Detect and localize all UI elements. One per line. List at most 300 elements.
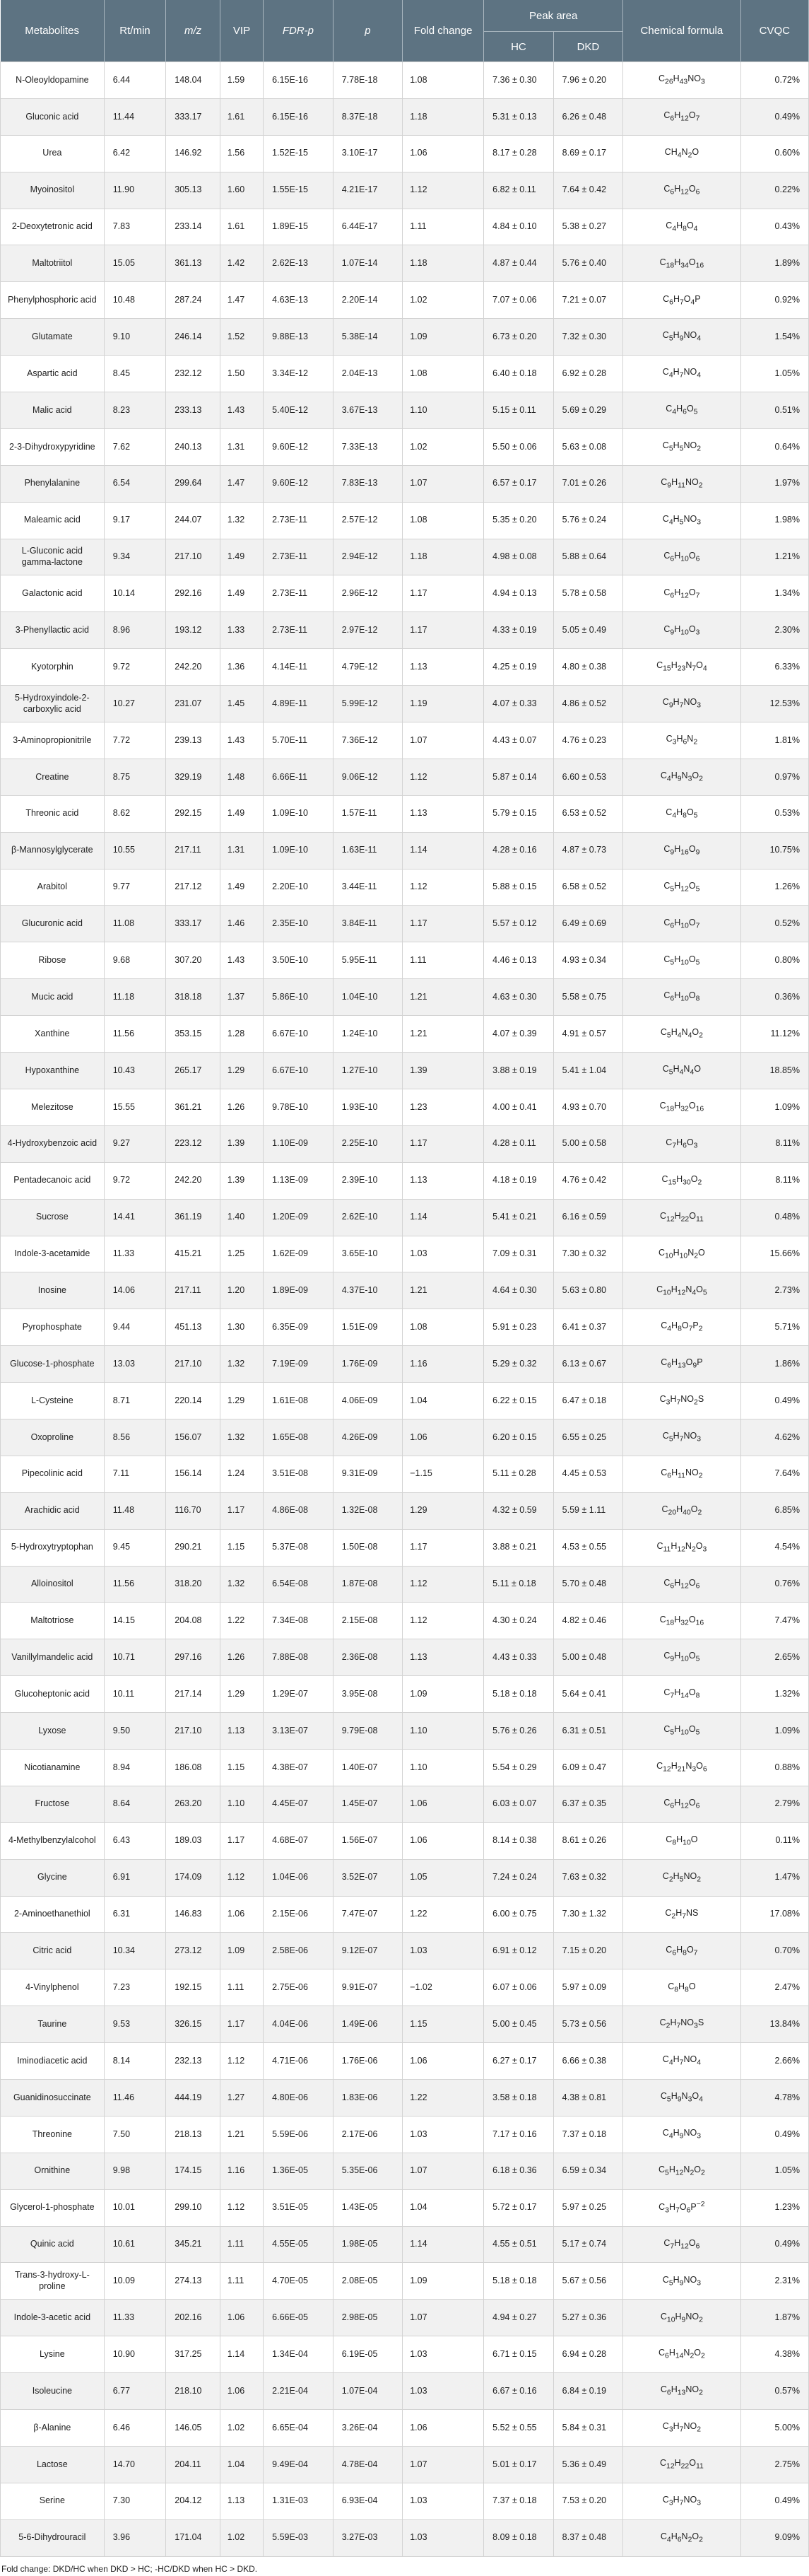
cell-formula: $C_8H_8O$	[623, 1969, 740, 2006]
cell-rt: 11.18	[104, 979, 166, 1016]
cell-dkd: 4.91 ± 0.57	[553, 1016, 623, 1053]
cell-formula: $C_{12}H_{22}O_{11}$	[623, 1199, 740, 1236]
cell-cvqc: 18.85%	[740, 1053, 808, 1089]
cell-formula: $C_6H_8O_7$	[623, 1933, 740, 1969]
cell-dkd: 8.69 ± 0.17	[553, 135, 623, 172]
cell-hc: 5.18 ± 0.18	[484, 2263, 554, 2300]
cell-rt: 8.14	[104, 2043, 166, 2080]
cell-fold-change: 1.03	[403, 1236, 484, 1272]
cell-fold-change: 1.10	[403, 1749, 484, 1786]
cell-fdr-p: 5.86E-10	[264, 979, 333, 1016]
cell-metabolite: 5-Hydroxyindole-2-carboxylic acid	[1, 686, 105, 722]
table-row	[1, 1089, 809, 1125]
cell-metabolite: Pipecolinic acid	[1, 1456, 105, 1492]
cell-formula: $C_5H_{12}N_2O_2$	[623, 2153, 740, 2189]
cell-metabolite: 3-Phenyllactic acid	[1, 612, 105, 649]
cell-p: 1.24E-10	[333, 1016, 403, 1053]
cell-rt: 9.72	[104, 1162, 166, 1199]
cell-mz: 156.07	[166, 1419, 220, 1456]
cell-fdr-p: 1.29E-07	[264, 1676, 333, 1713]
cell-fdr-p: 4.55E-05	[264, 2226, 333, 2263]
cell-cvqc: 7.47%	[740, 1603, 808, 1639]
cell-formula: $C_7H_{14}O_8$	[623, 1676, 740, 1713]
cell-metabolite: Ribose	[1, 942, 105, 979]
cell-rt: 7.30	[104, 2483, 166, 2519]
header-p: p	[333, 0, 403, 62]
cell-fdr-p: 6.15E-16	[264, 98, 333, 135]
cell-mz: 189.03	[166, 1822, 220, 1859]
cell-metabolite: 2-3-Dihydroxypyridine	[1, 428, 105, 465]
cell-hc: 4.43 ± 0.07	[484, 722, 554, 759]
cell-fdr-p: 3.50E-10	[264, 942, 333, 979]
table-row	[1, 1713, 809, 1750]
cell-rt: 9.10	[104, 319, 166, 356]
table-row	[1, 2483, 809, 2519]
cell-cvqc: 2.30%	[740, 612, 808, 649]
cell-mz: 318.18	[166, 979, 220, 1016]
cell-p: 9.06E-12	[333, 759, 403, 795]
cell-fdr-p: 6.66E-05	[264, 2300, 333, 2336]
cell-rt: 10.09	[104, 2263, 166, 2300]
header-vip: VIP	[220, 0, 263, 62]
cell-formula: $C_{20}H_{40}O_2$	[623, 1492, 740, 1529]
cell-formula: $C_{11}H_{12}N_2O_3$	[623, 1529, 740, 1566]
cell-fold-change: 1.12	[403, 1603, 484, 1639]
cell-dkd: 5.73 ± 0.56	[553, 2006, 623, 2043]
cell-rt: 6.31	[104, 1896, 166, 1933]
cell-vip: 1.21	[220, 2116, 263, 2153]
cell-fdr-p: 6.66E-11	[264, 759, 333, 795]
cell-mz: 217.10	[166, 1346, 220, 1383]
table-row	[1, 2116, 809, 2153]
cell-cvqc: 0.53%	[740, 795, 808, 832]
cell-mz: 287.24	[166, 282, 220, 319]
cell-hc: 5.18 ± 0.18	[484, 1676, 554, 1713]
cell-dkd: 5.27 ± 0.36	[553, 2300, 623, 2336]
cell-hc: 5.54 ± 0.29	[484, 1749, 554, 1786]
cell-hc: 5.29 ± 0.32	[484, 1346, 554, 1383]
cell-metabolite: Creatine	[1, 759, 105, 795]
table-row	[1, 1603, 809, 1639]
cell-fold-change: 1.07	[403, 2300, 484, 2336]
cell-rt: 13.03	[104, 1346, 166, 1383]
cell-dkd: 4.45 ± 0.53	[553, 1456, 623, 1492]
cell-dkd: 5.17 ± 0.74	[553, 2226, 623, 2263]
cell-dkd: 5.76 ± 0.24	[553, 502, 623, 539]
cell-fold-change: 1.03	[403, 2519, 484, 2556]
cell-hc: 5.31 ± 0.13	[484, 98, 554, 135]
cell-formula: $C_4H_9NO_3$	[623, 2116, 740, 2153]
cell-metabolite: 5-Hydroxytryptophan	[1, 1529, 105, 1566]
cell-hc: 4.98 ± 0.08	[484, 539, 554, 575]
cell-fdr-p: 7.34E-08	[264, 1603, 333, 1639]
cell-rt: 6.54	[104, 465, 166, 502]
cell-mz: 263.20	[166, 1786, 220, 1822]
cell-vip: 1.33	[220, 612, 263, 649]
cell-hc: 5.11 ± 0.28	[484, 1456, 554, 1492]
cell-metabolite: Quinic acid	[1, 2226, 105, 2263]
cell-rt: 10.27	[104, 686, 166, 722]
cell-p: 2.08E-05	[333, 2263, 403, 2300]
table-row	[1, 906, 809, 942]
cell-formula: $C_9H_{16}O_9$	[623, 832, 740, 869]
cell-hc: 4.33 ± 0.19	[484, 612, 554, 649]
cell-vip: 1.31	[220, 428, 263, 465]
cell-fold-change: 1.06	[403, 2410, 484, 2447]
cell-metabolite: Mucic acid	[1, 979, 105, 1016]
cell-fold-change: 1.14	[403, 832, 484, 869]
cell-rt: 10.71	[104, 1639, 166, 1676]
cell-p: 7.47E-07	[333, 1896, 403, 1933]
cell-fdr-p: 2.73E-11	[264, 612, 333, 649]
cell-fdr-p: 1.65E-08	[264, 1419, 333, 1456]
cell-fdr-p: 3.34E-12	[264, 356, 333, 392]
cell-rt: 9.98	[104, 2153, 166, 2189]
cell-dkd: 4.86 ± 0.52	[553, 686, 623, 722]
cell-rt: 11.33	[104, 2300, 166, 2336]
cell-mz: 148.04	[166, 62, 220, 99]
table-row	[1, 465, 809, 502]
cell-fdr-p: 4.04E-06	[264, 2006, 333, 2043]
cell-mz: 329.19	[166, 759, 220, 795]
cell-p: 1.87E-08	[333, 1566, 403, 1603]
cell-formula: $C_4H_7NO_4$	[623, 356, 740, 392]
cell-formula: $C_5H_9NO_4$	[623, 319, 740, 356]
cell-fdr-p: 4.38E-07	[264, 1749, 333, 1786]
cell-metabolite: Pyrophosphate	[1, 1309, 105, 1346]
cell-mz: 116.70	[166, 1492, 220, 1529]
cell-formula: $C_4H_8O_4$	[623, 209, 740, 245]
cell-metabolite: Glutamate	[1, 319, 105, 356]
cell-hc: 6.67 ± 0.16	[484, 2373, 554, 2410]
cell-p: 1.07E-14	[333, 245, 403, 282]
cell-vip: 1.17	[220, 2006, 263, 2043]
cell-vip: 1.27	[220, 2079, 263, 2116]
cell-fdr-p: 5.59E-03	[264, 2519, 333, 2556]
cell-formula: $C_2H_7NO_3S$	[623, 2006, 740, 2043]
table-row	[1, 1016, 809, 1053]
cell-fold-change: 1.14	[403, 1199, 484, 1236]
cell-hc: 4.43 ± 0.33	[484, 1639, 554, 1676]
cell-mz: 305.13	[166, 172, 220, 209]
cell-rt: 10.14	[104, 575, 166, 612]
cell-metabolite: Indole-3-acetic acid	[1, 2300, 105, 2336]
cell-dkd: 6.55 ± 0.25	[553, 1419, 623, 1456]
cell-p: 2.57E-12	[333, 502, 403, 539]
cell-vip: 1.11	[220, 1969, 263, 2006]
cell-rt: 11.56	[104, 1566, 166, 1603]
cell-fold-change: 1.03	[403, 2483, 484, 2519]
cell-mz: 218.10	[166, 2373, 220, 2410]
cell-mz: 345.21	[166, 2226, 220, 2263]
cell-fdr-p: 5.59E-06	[264, 2116, 333, 2153]
cell-mz: 146.05	[166, 2410, 220, 2447]
cell-formula: $C_{18}H_{34}O_{16}$	[623, 245, 740, 282]
cell-mz: 444.19	[166, 2079, 220, 2116]
cell-fdr-p: 6.67E-10	[264, 1016, 333, 1053]
cell-rt: 11.56	[104, 1016, 166, 1053]
cell-fdr-p: 4.71E-06	[264, 2043, 333, 2080]
cell-vip: 1.29	[220, 1383, 263, 1419]
cell-hc: 6.07 ± 0.06	[484, 1969, 554, 2006]
cell-rt: 10.11	[104, 1676, 166, 1713]
cell-formula: $C_{10}H_{10}N_2O$	[623, 1236, 740, 1272]
cell-dkd: 5.88 ± 0.64	[553, 539, 623, 575]
cell-fdr-p: 1.36E-05	[264, 2153, 333, 2189]
cell-dkd: 6.26 ± 0.48	[553, 98, 623, 135]
cell-dkd: 5.67 ± 0.56	[553, 2263, 623, 2300]
cell-hc: 5.72 ± 0.17	[484, 2189, 554, 2226]
cell-cvqc: 2.31%	[740, 2263, 808, 2300]
cell-formula: $C_6H_{11}NO_2$	[623, 1456, 740, 1492]
cell-cvqc: 15.66%	[740, 1236, 808, 1272]
cell-cvqc: 2.66%	[740, 2043, 808, 2080]
cell-fdr-p: 7.88E-08	[264, 1639, 333, 1676]
cell-fold-change: 1.03	[403, 1933, 484, 1969]
cell-vip: 1.26	[220, 1089, 263, 1125]
cell-fold-change: 1.10	[403, 392, 484, 429]
cell-formula: $C_9H_7NO_3$	[623, 686, 740, 722]
cell-fold-change: 1.12	[403, 759, 484, 795]
cell-hc: 4.46 ± 0.13	[484, 942, 554, 979]
cell-p: 2.36E-08	[333, 1639, 403, 1676]
cell-fdr-p: 3.51E-08	[264, 1456, 333, 1492]
cell-fdr-p: 1.61E-08	[264, 1383, 333, 1419]
cell-p: 3.52E-07	[333, 1859, 403, 1896]
cell-fdr-p: 4.86E-08	[264, 1492, 333, 1529]
cell-fdr-p: 9.78E-10	[264, 1089, 333, 1125]
table-row	[1, 2153, 809, 2189]
cell-p: 1.56E-07	[333, 1822, 403, 1859]
cell-vip: 1.59	[220, 62, 263, 99]
table-row	[1, 98, 809, 135]
cell-fdr-p: 2.15E-06	[264, 1896, 333, 1933]
cell-mz: 292.15	[166, 795, 220, 832]
header-fdr-p: FDR-p	[264, 0, 333, 62]
cell-rt: 10.90	[104, 2336, 166, 2373]
cell-dkd: 5.38 ± 0.27	[553, 209, 623, 245]
cell-rt: 14.41	[104, 1199, 166, 1236]
cell-p: 1.93E-10	[333, 1089, 403, 1125]
cell-fdr-p: 4.14E-11	[264, 649, 333, 686]
table-header	[1, 0, 809, 62]
cell-hc: 5.50 ± 0.06	[484, 428, 554, 465]
cell-p: 3.84E-11	[333, 906, 403, 942]
cell-vip: 1.50	[220, 356, 263, 392]
cell-fdr-p: 1.09E-10	[264, 832, 333, 869]
cell-cvqc: 0.49%	[740, 2483, 808, 2519]
cell-rt: 11.33	[104, 1236, 166, 1272]
cell-fdr-p: 2.73E-11	[264, 539, 333, 575]
cell-formula: $C_6H_{12}O_6$	[623, 1786, 740, 1822]
cell-vip: 1.49	[220, 575, 263, 612]
cell-fold-change: 1.08	[403, 356, 484, 392]
cell-fold-change: 1.04	[403, 1383, 484, 1419]
cell-formula: $C_9H_{11}NO_2$	[623, 465, 740, 502]
cell-vip: 1.49	[220, 539, 263, 575]
cell-p: 1.40E-07	[333, 1749, 403, 1786]
cell-fdr-p: 1.09E-10	[264, 795, 333, 832]
cell-vip: 1.30	[220, 1309, 263, 1346]
cell-dkd: 4.53 ± 0.55	[553, 1529, 623, 1566]
cell-p: 1.83E-06	[333, 2079, 403, 2116]
cell-formula: $C_{15}H_{23}N_7O_4$	[623, 649, 740, 686]
cell-metabolite: Maltotriose	[1, 1603, 105, 1639]
cell-vip: 1.25	[220, 1236, 263, 1272]
cell-vip: 1.37	[220, 979, 263, 1016]
cell-cvqc: 1.23%	[740, 2189, 808, 2226]
cell-fold-change: 1.18	[403, 539, 484, 575]
table-row	[1, 1676, 809, 1713]
cell-metabolite: Ornithine	[1, 2153, 105, 2189]
cell-fold-change: 1.17	[403, 1125, 484, 1162]
cell-fold-change: 1.21	[403, 1016, 484, 1053]
cell-fold-change: 1.22	[403, 1896, 484, 1933]
cell-p: 1.45E-07	[333, 1786, 403, 1822]
cell-rt: 7.62	[104, 428, 166, 465]
cell-metabolite: 4-Methylbenzylalcohol	[1, 1822, 105, 1859]
cell-metabolite: Inosine	[1, 1272, 105, 1309]
cell-vip: 1.02	[220, 2519, 263, 2556]
cell-mz: 240.13	[166, 428, 220, 465]
cell-dkd: 4.87 ± 0.73	[553, 832, 623, 869]
cell-dkd: 6.60 ± 0.53	[553, 759, 623, 795]
cell-p: 2.25E-10	[333, 1125, 403, 1162]
cell-dkd: 4.80 ± 0.38	[553, 649, 623, 686]
table-row	[1, 759, 809, 795]
cell-fold-change: 1.07	[403, 722, 484, 759]
cell-fold-change: 1.17	[403, 612, 484, 649]
cell-fdr-p: 3.13E-07	[264, 1713, 333, 1750]
cell-fold-change: 1.11	[403, 942, 484, 979]
cell-formula: $C_5H_4N_4O_2$	[623, 1016, 740, 1053]
cell-dkd: 5.05 ± 0.49	[553, 612, 623, 649]
cell-hc: 6.22 ± 0.15	[484, 1383, 554, 1419]
cell-fdr-p: 2.75E-06	[264, 1969, 333, 2006]
cell-rt: 10.01	[104, 2189, 166, 2226]
cell-mz: 273.12	[166, 1933, 220, 1969]
cell-cvqc: 1.47%	[740, 1859, 808, 1896]
table-row	[1, 135, 809, 172]
cell-mz: 232.12	[166, 356, 220, 392]
cell-p: 7.83E-13	[333, 465, 403, 502]
cell-fold-change: 1.14	[403, 2226, 484, 2263]
cell-p: 5.35E-06	[333, 2153, 403, 2189]
cell-hc: 4.87 ± 0.44	[484, 245, 554, 282]
cell-fdr-p: 9.88E-13	[264, 319, 333, 356]
cell-formula: $C_4H_7NO_4$	[623, 2043, 740, 2080]
cell-hc: 7.37 ± 0.18	[484, 2483, 554, 2519]
cell-mz: 204.12	[166, 2483, 220, 2519]
cell-vip: 1.12	[220, 1859, 263, 1896]
header-cvqc: CVQC	[740, 0, 808, 62]
cell-rt: 7.23	[104, 1969, 166, 2006]
cell-cvqc: 4.38%	[740, 2336, 808, 2373]
cell-hc: 8.17 ± 0.28	[484, 135, 554, 172]
cell-fold-change: 1.15	[403, 2006, 484, 2043]
cell-fdr-p: 1.34E-04	[264, 2336, 333, 2373]
cell-p: 4.79E-12	[333, 649, 403, 686]
cell-metabolite: Myoinositol	[1, 172, 105, 209]
cell-fdr-p: 5.70E-11	[264, 722, 333, 759]
cell-vip: 1.12	[220, 2189, 263, 2226]
cell-p: 2.04E-13	[333, 356, 403, 392]
cell-mz: 232.13	[166, 2043, 220, 2080]
cell-p: 1.43E-05	[333, 2189, 403, 2226]
cell-formula: $C_{15}H_{30}O_2$	[623, 1162, 740, 1199]
cell-mz: 217.11	[166, 832, 220, 869]
cell-hc: 5.11 ± 0.18	[484, 1566, 554, 1603]
cell-formula: $C_9H_{10}O_5$	[623, 1639, 740, 1676]
cell-formula: $C_6H_{13}O_9P$	[623, 1346, 740, 1383]
cell-cvqc: 10.75%	[740, 832, 808, 869]
cell-fold-change: 1.07	[403, 2153, 484, 2189]
table-row	[1, 1272, 809, 1309]
cell-rt: 9.77	[104, 869, 166, 906]
cell-dkd: 4.82 ± 0.46	[553, 1603, 623, 1639]
cell-hc: 5.88 ± 0.15	[484, 869, 554, 906]
cell-cvqc: 6.33%	[740, 649, 808, 686]
cell-hc: 4.07 ± 0.33	[484, 686, 554, 722]
table-row	[1, 1639, 809, 1676]
cell-vip: 1.24	[220, 1456, 263, 1492]
cell-hc: 4.63 ± 0.30	[484, 979, 554, 1016]
cell-rt: 9.50	[104, 1713, 166, 1750]
cell-rt: 11.48	[104, 1492, 166, 1529]
cell-metabolite: Kyotorphin	[1, 649, 105, 686]
table-row	[1, 795, 809, 832]
cell-dkd: 6.94 ± 0.28	[553, 2336, 623, 2373]
cell-metabolite: Glycine	[1, 1859, 105, 1896]
cell-dkd: 7.30 ± 0.32	[553, 1236, 623, 1272]
cell-p: 1.76E-06	[333, 2043, 403, 2080]
cell-mz: 204.11	[166, 2446, 220, 2483]
table-row	[1, 1492, 809, 1529]
cell-fold-change: 1.12	[403, 172, 484, 209]
cell-formula: $C_{18}H_{32}O_{16}$	[623, 1603, 740, 1639]
cell-metabolite: Maleamic acid	[1, 502, 105, 539]
cell-vip: 1.43	[220, 942, 263, 979]
table-row	[1, 1236, 809, 1272]
cell-mz: 186.08	[166, 1749, 220, 1786]
cell-cvqc: 1.34%	[740, 575, 808, 612]
cell-formula: $C_{12}H_{21}N_3O_6$	[623, 1749, 740, 1786]
cell-vip: 1.60	[220, 172, 263, 209]
cell-fold-change: 1.08	[403, 1309, 484, 1346]
cell-fold-change: 1.23	[403, 1089, 484, 1125]
cell-rt: 6.44	[104, 62, 166, 99]
cell-metabolite: Maltotriitol	[1, 245, 105, 282]
cell-cvqc: 1.89%	[740, 245, 808, 282]
cell-p: 7.33E-13	[333, 428, 403, 465]
cell-fdr-p: 2.20E-10	[264, 869, 333, 906]
cell-p: 4.78E-04	[333, 2446, 403, 2483]
table-row	[1, 1383, 809, 1419]
cell-hc: 5.35 ± 0.20	[484, 502, 554, 539]
cell-mz: 217.14	[166, 1676, 220, 1713]
table-row	[1, 612, 809, 649]
cell-fold-change: 1.10	[403, 1713, 484, 1750]
table-row	[1, 2373, 809, 2410]
cell-metabolite: Fructose	[1, 1786, 105, 1822]
cell-cvqc: 0.64%	[740, 428, 808, 465]
cell-vip: 1.56	[220, 135, 263, 172]
cell-dkd: 7.53 ± 0.20	[553, 2483, 623, 2519]
cell-vip: 1.32	[220, 1346, 263, 1383]
cell-vip: 1.22	[220, 1603, 263, 1639]
cell-formula: $C_6H_{12}O_7$	[623, 98, 740, 135]
cell-fdr-p: 6.65E-04	[264, 2410, 333, 2447]
